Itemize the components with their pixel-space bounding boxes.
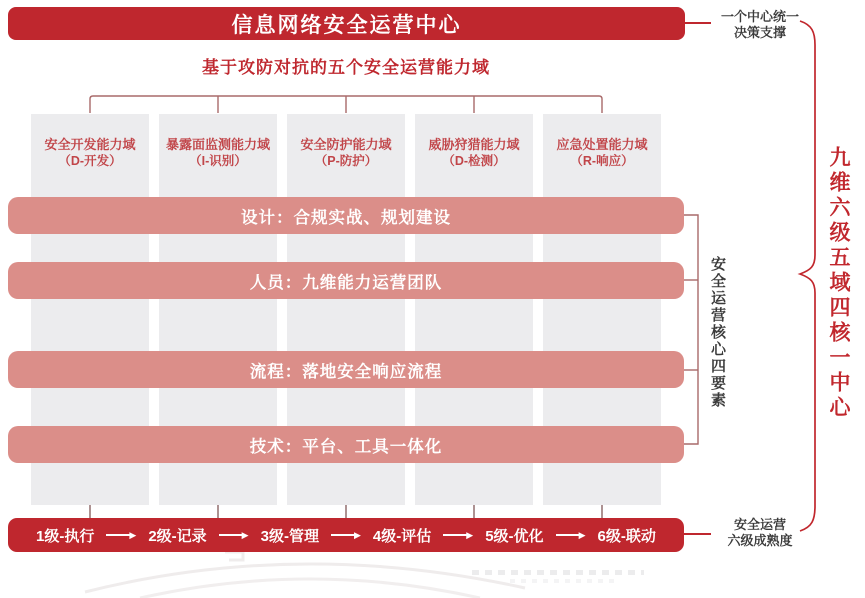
maturity-level: 5级-优化 xyxy=(485,527,544,545)
capability-abbr: （I-识别） xyxy=(189,154,247,168)
maturity-bar xyxy=(8,518,684,552)
maturity-level: 1级-执行 xyxy=(36,527,95,545)
bands-bracket xyxy=(684,215,698,444)
capability-name: 暴露面监测能力域 xyxy=(165,137,270,152)
arrow-right-icon: ▶ xyxy=(556,531,586,540)
core-elements-label: 安全运营核心四要素 xyxy=(709,256,726,409)
maturity-label-line2: 六级成熟度 xyxy=(727,533,793,548)
capability-abbr: （P-防护） xyxy=(314,154,378,168)
maturity-level: 3级-管理 xyxy=(260,527,319,545)
capability-name: 安全防护能力域 xyxy=(300,137,392,152)
capability-name: 安全开发能力域 xyxy=(44,137,136,152)
arrow-right-icon: ▶ xyxy=(106,531,136,540)
arrow-right-icon: ▶ xyxy=(219,531,249,540)
capability-name: 应急处置能力域 xyxy=(556,137,648,152)
band-design: 设计：合规实战、规划建设 xyxy=(8,197,684,234)
maturity-label-line1: 安全运营 xyxy=(733,517,786,532)
one-center-label xyxy=(710,9,810,41)
columns-bracket xyxy=(90,96,602,113)
maturity-level: 4级-评估 xyxy=(372,527,432,545)
capability-abbr: （D-检测） xyxy=(442,154,506,168)
arrow-right-icon: ▶ xyxy=(331,531,361,540)
subtitle: 基于攻防对抗的五个安全运营能力域 xyxy=(202,58,490,77)
band-personnel: 人员：九维能力运营团队 xyxy=(8,262,684,299)
maturity-level: 6级-联动 xyxy=(597,527,656,545)
arrow-right-icon: ▶ xyxy=(443,531,473,540)
right-brace xyxy=(800,21,815,531)
one-center-label-line2: 决策支撑 xyxy=(733,25,786,40)
capability-name: 威胁狩猎能力域 xyxy=(428,137,520,152)
one-center-label-line1: 一个中心统一 xyxy=(720,9,799,24)
page-title: 信息网络安全运营中心 xyxy=(231,13,462,37)
column-to-bar-ticks xyxy=(90,505,602,518)
maturity-label xyxy=(710,517,810,549)
band-process: 流程：落地安全响应流程 xyxy=(8,351,684,388)
capability-abbr: （D-开发） xyxy=(58,154,122,168)
band-technology: 技术：平台、工具一体化 xyxy=(8,426,684,463)
maturity-level: 2级-记录 xyxy=(148,527,207,545)
capability-abbr: （R-响应） xyxy=(570,154,634,168)
framework-summary-label: 九维六级五域四核一中心 xyxy=(827,146,850,421)
